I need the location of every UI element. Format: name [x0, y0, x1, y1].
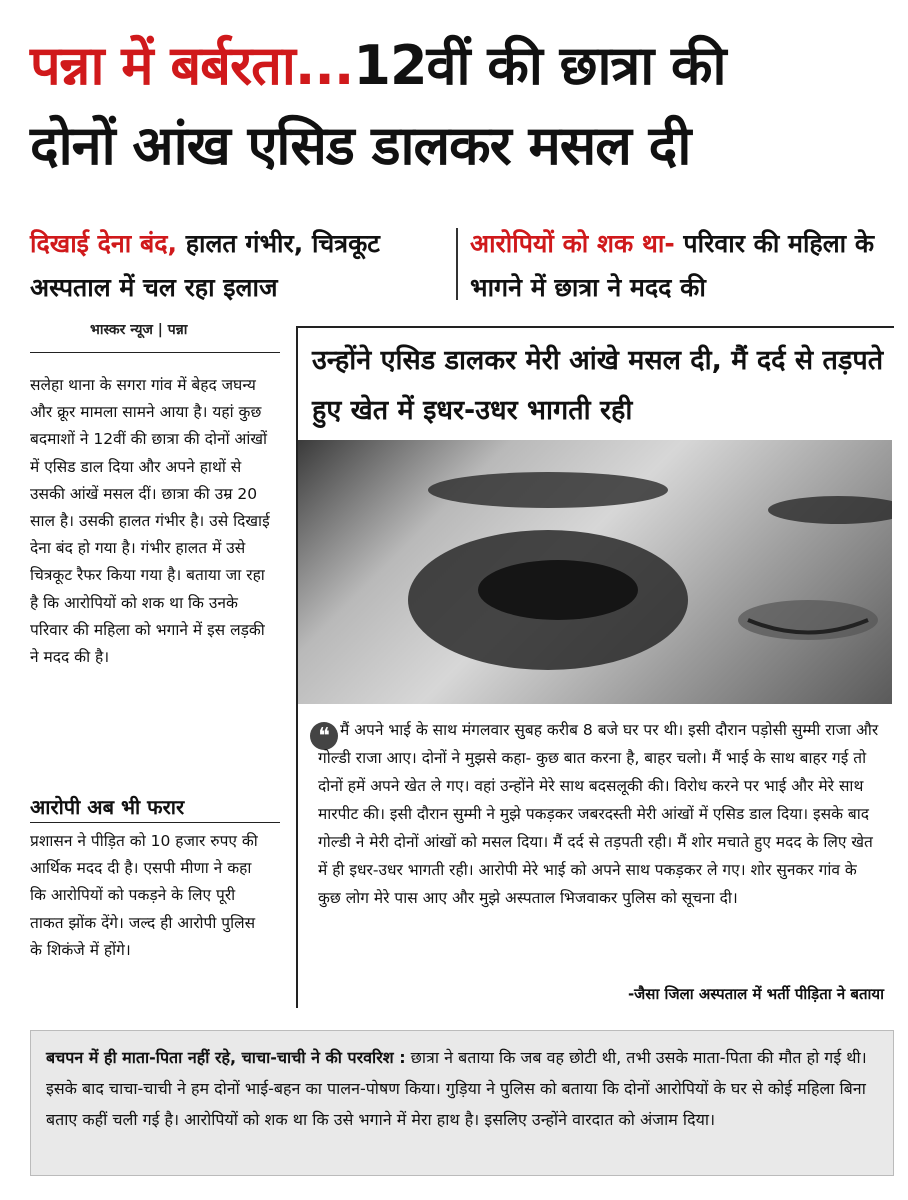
subhead-right: [470, 222, 890, 310]
subhead-left-red: दिखाई देना बंद,: [30, 229, 178, 258]
subhead-left: [30, 222, 450, 310]
headline: [30, 26, 890, 186]
subhead-right-black: परिवार की महिला के भागने में छात्रा ने मदद की: [470, 229, 875, 302]
subhead-divider: [456, 228, 458, 300]
article-para-2: प्रशासन ने पीड़ित को 10 हजार रुपए की आर्थिक मदद दी है। एसपी मीणा ने कहा कि आरोपियों को पकड़ने के लिए पूरी ताकत झोंक देंगे। जल्द ही आरोपी पुलिस के शिकंजे में होंगे।: [30, 832, 258, 959]
subhead-right-red: आरोपियों को शक था-: [470, 229, 675, 258]
quote-credit: -जैसा जिला अस्पताल में भर्ती पीड़िता ने बताया: [627, 985, 884, 1003]
byline: भास्कर न्यूज | पन्ना: [90, 322, 188, 338]
subhead-rule: [30, 822, 280, 823]
quote-heading: उन्होंने एसिड डालकर मेरी आंखे मसल दी, मैं दर्द से तड़पते हुए खेत में इधर-उधर भागती रही: [312, 345, 884, 426]
subhead-left-black: हालत गंभीर, चित्रकूट अस्पताल में चल रहा इलाज: [30, 229, 380, 302]
article-subhead: आरोपी अब भी फरार: [30, 795, 185, 819]
headline-black-2: दोनों आंख एसिड डालकर मसल दी: [30, 114, 691, 177]
victim-photo: [298, 440, 892, 704]
headline-red: पन्ना में बर्बरता...: [30, 34, 354, 97]
article-para-1: सलेहा थाना के सगरा गांव में बेहद जघन्य और क्रूर मामला सामने आया है। यहां कुछ बदमाशों ने 12वीं की छात्रा की दोनों आंखों में एसिड डाल दिया और अपने हाथों से उसकी आंखें मसल दीं। छात्रा की उम्र 20 साल है। उसकी हालत गंभीर है। उसे दिखाई देना बंद हो गया है। गंभीर हालत में उसे चित्रकूट रैफर किया गया है। बताया जा रहा है कि आरोपियों को शक था कि उनके परिवार की महिला को भगाने में इस लड़की ने मदद की है।: [30, 376, 270, 667]
bottom-text: [46, 1042, 876, 1135]
quote-icon: ❝: [310, 722, 338, 750]
bottom-bold: बचपन में ही माता-पिता नहीं रहे, चाचा-चाची ने की परवरिश :: [46, 1048, 406, 1067]
bottom-body: छात्रा ने बताया कि जब वह छोटी थी, तभी उसके माता-पिता की मौत हो गई थी। इसके बाद चाचा-चाची ने हम दोनों भाई-बहन का पालन-पोषण किया। गुड़िया ने पुलिस को बताया कि दोनों आरोपियों के घर से कोई महिला बिना बताए कहीं चली गई है। आरोपियों को शक था कि उसे भगाने में मेरा हाथ है। इसलिए उन्होंने वारदात को अंजाम दिया।: [46, 1048, 867, 1129]
photo-illustration: [298, 440, 892, 704]
quote-text: मैं अपने भाई के साथ मंगलवार सुबह करीब 8 बजे घर पर थी। इसी दौरान पड़ोसी सुम्मी राजा और गोल्डी राजा आए। दोनों ने मुझसे कहा- कुछ बात करना है, बाहर चलो। मैं भाई के साथ बाहर गई तो दोनों हमें अपने खेत ले गए। वहां उन्होंने मेरे साथ बदसलूकी की। विरोध करने पर भाई और मेरे साथ मारपीट की। इसी दौरान सुम्मी ने मुझे पकड़कर जबरदस्ती मेरी आंखों में एसिड डाल दिया। इसके बाद गोल्डी ने मेरी दोनों आंखों को मसल दिया। मैं दर्द से तड़पती रही। मैं शोर मचाते हुए मदद के लिए खेत में ही इधर-उधर भागती रही। आरोपी मेरे भाई को अपने साथ पकड़कर ले गए। शोर सुनकर गांव के कुछ लोग मेरे पास आए और मुझे अस्पताल भिजवाकर पुलिस को सूचना दी।: [318, 721, 879, 907]
byline-rule: [30, 352, 280, 353]
headline-black-1: 12वीं की छात्रा की: [353, 34, 726, 97]
